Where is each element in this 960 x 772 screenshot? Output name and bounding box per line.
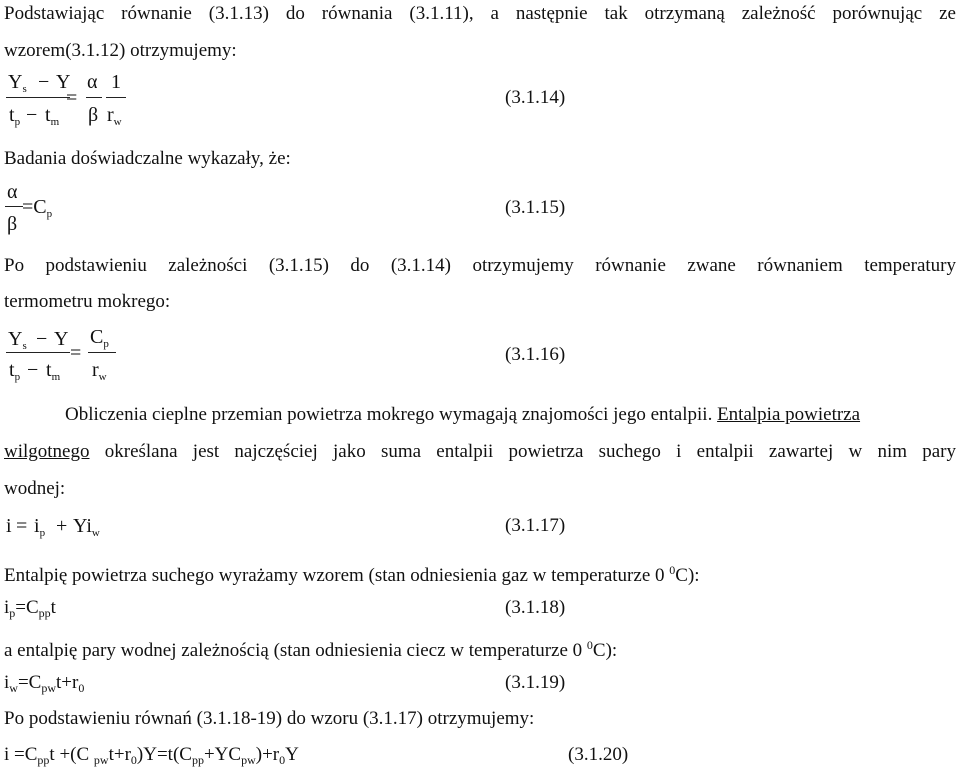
text-line-7: wilgotnego określana jest najczęściej jako suma entalpii powietrza suchego i entalpii zawartej w nim pary <box>4 441 956 462</box>
eq14-den-b: $t_m$ <box>45 104 60 128</box>
eq17-yi: $Yi_w$ <box>73 515 100 539</box>
eq16-r: $r_w$ <box>92 359 107 383</box>
eq19-expr: $i_w=C_{pw}t+r_0$ <box>4 672 85 695</box>
eq14-equals: = <box>66 87 78 109</box>
eq14-den-a: $t_p$ <box>9 104 21 128</box>
eq14-num-a: $Y_s$ <box>8 71 27 95</box>
eq16-equals: = <box>70 342 82 364</box>
text-line-10: a entalpię pary wodnej zależnością (stan odniesienia ciecz w temperaturze 0 $^0$C): <box>4 638 618 661</box>
text-line-11: Po podstawieniu równań (3.1.18-19) do wzoru (3.1.17) otrzymujemy: <box>4 708 535 729</box>
eq16-fraction-bar-2 <box>88 352 116 353</box>
eq15-label: (3.1.15) <box>505 197 566 218</box>
eq16-den-a: $t_p$ <box>9 359 21 383</box>
eq20-expr: $i =C_{pp}t +(C$ $_{pw}t+r_0)Y=t(C_{pp}+YC_{pw})+r_0Y$ <box>4 744 299 767</box>
text-line-8: wodnej: <box>4 478 66 499</box>
eq14-label: (3.1.14) <box>505 87 566 108</box>
eq14-minus2: − <box>26 104 38 126</box>
eq16-minus2: − <box>27 359 39 381</box>
eq18-label: (3.1.18) <box>505 597 566 618</box>
eq14-minus1: − <box>38 71 50 93</box>
eq15-fraction-bar <box>5 206 23 207</box>
text-line-5: termometru mokrego: <box>4 291 171 312</box>
eq18-expr: $i_p=C_{pp}t$ <box>4 597 56 620</box>
eq16-minus1: − <box>36 328 48 350</box>
eq14-fraction-bar-3 <box>106 97 126 98</box>
eq16-num-a: $Y_s$ <box>8 328 27 352</box>
eq17-i: i <box>6 515 12 537</box>
text-line-4: Po podstawieniu zależności (3.1.15) do (3.1.14) otrzymujemy równanie zwane równaniem temperatury <box>4 255 956 276</box>
text-line-9: Entalpię powietrza suchego wyrażamy wzorem (stan odniesienia gaz w temperaturze 0 $^0$C): <box>4 563 700 586</box>
eq14-fraction-bar-2 <box>86 97 102 98</box>
eq16-label: (3.1.16) <box>505 344 566 365</box>
eq16-fraction-bar-1 <box>6 352 70 353</box>
text-line-2: wzorem(3.1.12) otrzymujemy: <box>4 40 237 61</box>
eq17-plus: + <box>56 515 68 537</box>
text-line-3: Badania doświadczalne wykazały, że: <box>4 148 291 169</box>
eq16-c: $C_p$ <box>90 326 109 350</box>
eq15-beta: β <box>7 213 18 235</box>
eq16-num-b: Y <box>54 328 69 350</box>
eq14-alpha: α <box>87 71 98 93</box>
underlined-phrase-1: Entalpia powietrza <box>717 404 861 425</box>
eq15-rhs: $=C_p$ <box>22 196 53 220</box>
text-line-1: Podstawiając równanie (3.1.13) do równania (3.1.11), a następnie tak otrzymaną zależność porównując ze <box>4 3 956 24</box>
eq14-num-b: Y <box>56 71 71 93</box>
eq20-label: (3.1.20) <box>568 744 629 765</box>
eq14-beta: β <box>88 104 99 126</box>
text-line-6: Obliczenia cieplne przemian powietrza mokrego wymagają znajomości jego entalpii. Entalpia powietrza <box>65 404 861 425</box>
underlined-phrase-2: wilgotnego <box>4 441 90 462</box>
eq17-eq: = <box>16 515 28 537</box>
eq14-fraction-bar-1 <box>6 97 70 98</box>
eq19-label: (3.1.19) <box>505 672 566 693</box>
eq16-den-b: $t_m$ <box>46 359 61 383</box>
eq15-alpha: α <box>7 181 18 203</box>
eq14-one: 1 <box>111 71 121 93</box>
eq17-ip: $i_p$ <box>34 515 46 539</box>
eq14-r: $r_w$ <box>107 104 122 128</box>
eq17-label: (3.1.17) <box>505 515 566 536</box>
